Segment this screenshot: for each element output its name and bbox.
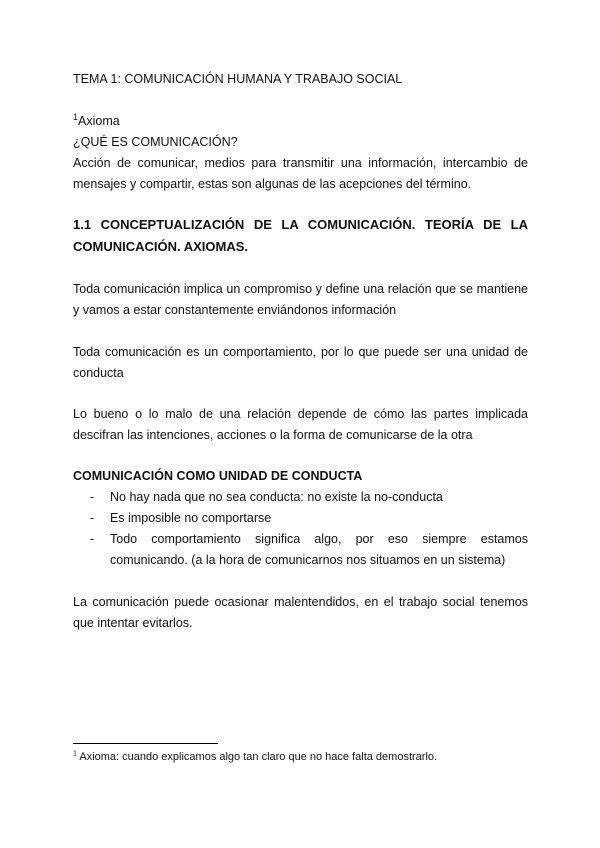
- footnote: [73, 748, 528, 766]
- conducta-list: [73, 487, 528, 571]
- bullet-dash: -: [90, 490, 95, 504]
- footnote-marker: 1: [73, 750, 77, 758]
- conducta-heading: COMUNICACIÓN COMO UNIDAD DE CONDUCTA: [73, 469, 363, 483]
- list-item-text: No hay nada que no sea conducta: no existe la no-conducta: [110, 490, 443, 504]
- list-item: [73, 529, 528, 571]
- footnote-reference-marker[interactable]: 1: [73, 111, 79, 122]
- axioma-word: Axioma: [78, 114, 120, 128]
- definition-paragraph: Acción de comunicar, medios para transmitir una información, intercambio de mensajes y compartir, estas son algunas de las acepciones del término.: [73, 156, 528, 191]
- document-title: TEMA 1: COMUNICACIÓN HUMANA Y TRABAJO SOCIAL: [73, 72, 403, 86]
- bullet-dash: -: [90, 532, 95, 546]
- closing-paragraph: La comunicación puede ocasionar malentendidos, en el trabajo social tenemos que intentar evitarlos.: [73, 595, 528, 630]
- list-item: [73, 508, 528, 529]
- list-item-text: Es imposible no comportarse: [110, 511, 272, 525]
- footnote-separator: [73, 743, 218, 744]
- list-item: [73, 487, 528, 508]
- axioma-line: [73, 111, 528, 132]
- paragraph-compromiso: Toda comunicación implica un compromiso y define una relación que se mantiene y vamos a estar constantemente enviándonos información: [73, 282, 528, 317]
- paragraph-comportamiento: Toda comunicación es un comportamiento, por lo que puede ser una unidad de conducta: [73, 345, 528, 380]
- question-heading: ¿QUÉ ES COMUNICACIÓN?: [73, 135, 238, 149]
- list-item-text: Todo comportamiento significa algo, por eso siempre estamos comunicando. (a la hora de comunicarnos nos situamos en un sistema): [110, 532, 528, 567]
- section-heading-1-1: 1.1 CONCEPTUALIZACIÓN DE LA COMUNICACIÓN. TEORÍA DE LA COMUNICACIÓN. AXIOMAS.: [73, 217, 528, 254]
- paragraph-relacion: Lo bueno o lo malo de una relación depende de cómo las partes implicada descifran las intenciones, acciones o la forma de comunicarse de la otra: [73, 407, 528, 442]
- bullet-dash: -: [90, 511, 95, 525]
- footnote-text: Axioma: cuando explicamos algo tan claro que no hace falta demostrarlo.: [79, 751, 438, 763]
